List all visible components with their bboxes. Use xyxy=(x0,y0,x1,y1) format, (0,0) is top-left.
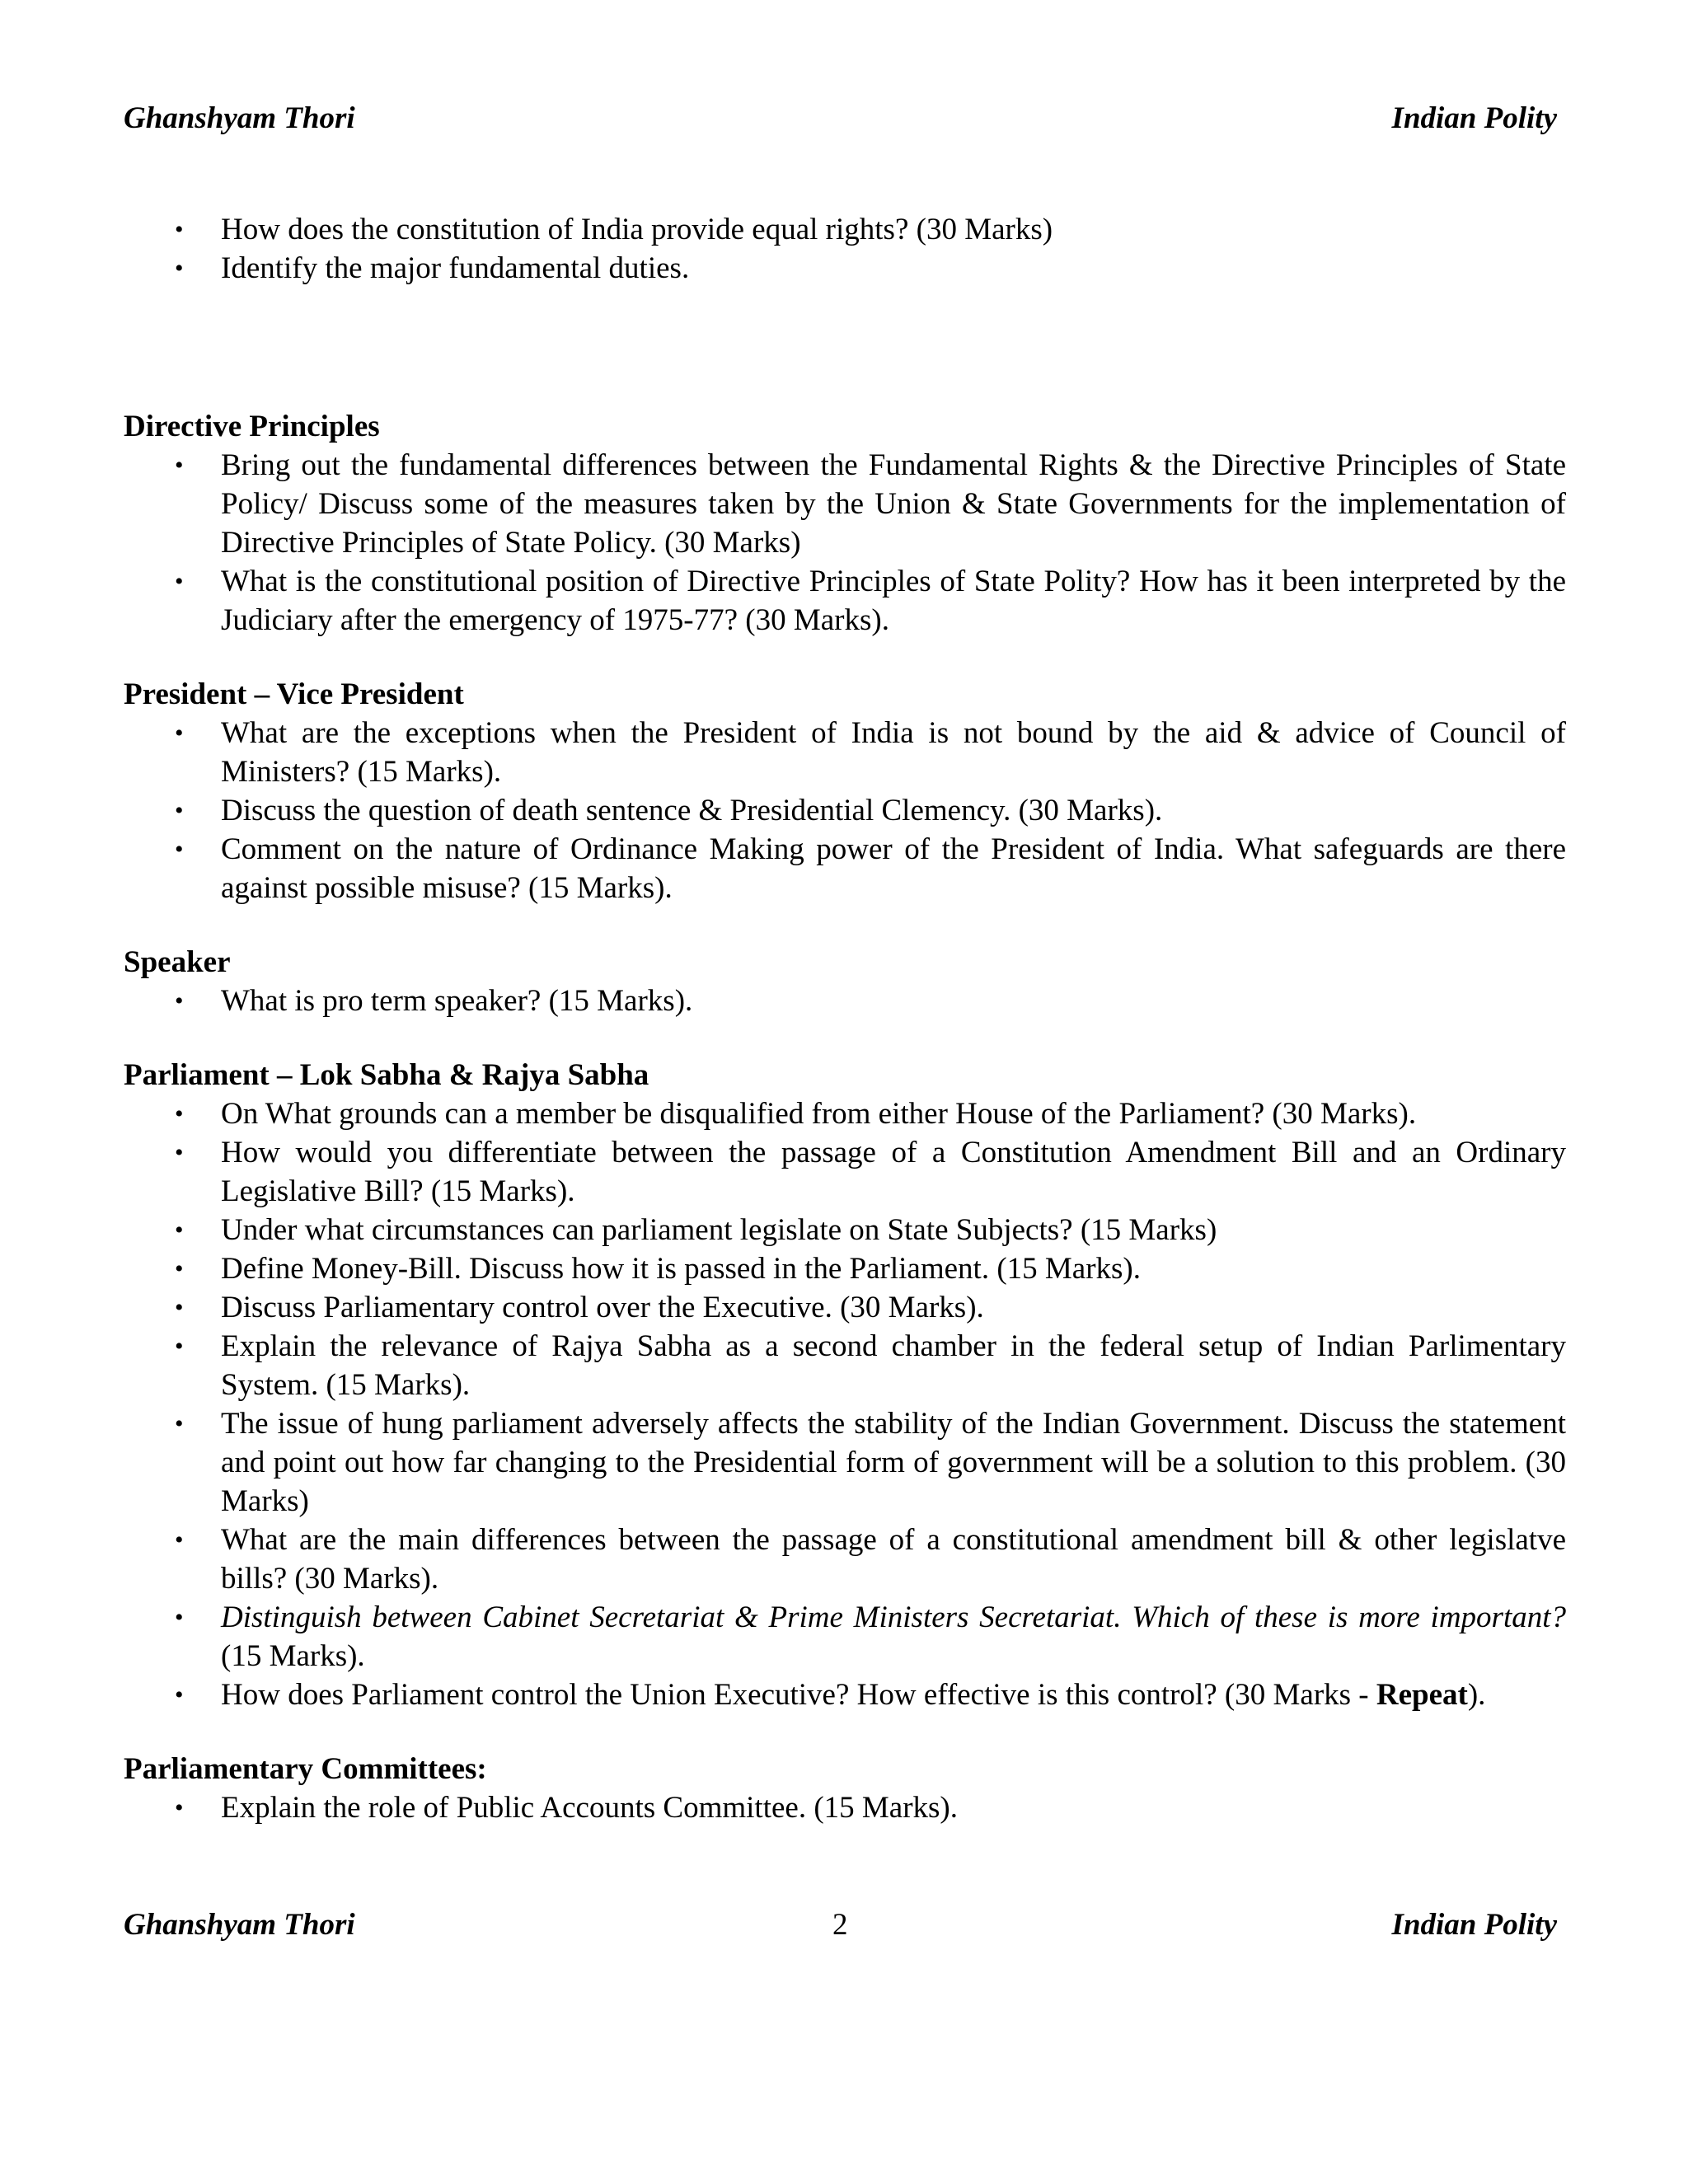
list-item xyxy=(124,446,1566,562)
list-item xyxy=(124,714,1566,791)
list-item xyxy=(124,1788,1566,1827)
list-item xyxy=(124,1211,1566,1249)
bullet-icon: • xyxy=(175,987,184,1015)
footer-author: Ghanshyam Thori xyxy=(124,1908,355,1942)
bullet-icon: • xyxy=(175,1216,184,1244)
question-text: Define Money-Bill. Discuss how it is passed in the Parliament. (15 Marks). xyxy=(221,1252,1141,1286)
question-text: What are the main differences between the passage of a constitutional amendment bill & other legislatve bills? (30 Marks). xyxy=(221,1523,1566,1596)
bullet-icon: • xyxy=(175,568,184,595)
question-text: On What grounds can a member be disqualified from either House of the Parliament? (30 Marks). xyxy=(221,1097,1417,1131)
bullet-icon: • xyxy=(175,797,184,824)
question-text: What is pro term speaker? (15 Marks). xyxy=(221,984,693,1018)
list-item xyxy=(124,1249,1566,1288)
bullet-icon: • xyxy=(175,1255,184,1282)
bullet-icon: • xyxy=(175,1410,184,1437)
question-text: How does Parliament control the Union Executive? How effective is this control? (30 Marks - xyxy=(221,1678,1376,1712)
speaker-question-list xyxy=(124,982,1566,1020)
section-heading-speaker: Speaker xyxy=(124,945,231,979)
question-tail: ). xyxy=(1467,1678,1486,1712)
list-item xyxy=(124,210,1566,249)
bullet-icon: • xyxy=(175,452,184,479)
list-item xyxy=(124,1288,1566,1327)
bullet-icon: • xyxy=(175,1333,184,1360)
bullet-icon: • xyxy=(175,255,184,282)
list-item xyxy=(124,1327,1566,1404)
list-item xyxy=(124,562,1566,640)
question-text-italic: Distinguish between Cabinet Secretariat & Prime Ministers Secretariat. Which of these is more important? xyxy=(221,1601,1566,1634)
question-text: What is the constitutional position of Directive Principles of State Polity? How has it been interpreted by the Judiciary after the emergency of 1975-77? (30 Marks). xyxy=(221,565,1566,637)
list-item xyxy=(124,830,1566,907)
bullet-icon: • xyxy=(175,1794,184,1821)
question-text: How does the constitution of India provide equal rights? (30 Marks) xyxy=(221,213,1053,246)
bullet-icon: • xyxy=(175,1681,184,1708)
question-text: Explain the role of Public Accounts Committee. (15 Marks). xyxy=(221,1791,958,1825)
list-item xyxy=(124,1404,1566,1521)
question-text: Explain the relevance of Rajya Sabha as a second chamber in the federal setup of Indian Parlimentary System. (15 Marks). xyxy=(221,1329,1566,1402)
list-item xyxy=(124,249,1566,288)
bullet-icon: • xyxy=(175,836,184,863)
question-text: Identify the major fundamental duties. xyxy=(221,251,690,285)
question-text: Under what circumstances can parliament legislate on State Subjects? (15 Marks) xyxy=(221,1213,1217,1247)
list-item xyxy=(124,1094,1566,1133)
bullet-icon: • xyxy=(175,1100,184,1127)
list-item xyxy=(124,791,1566,830)
list-item xyxy=(124,1598,1566,1675)
bullet-icon: • xyxy=(175,719,184,747)
bullet-icon: • xyxy=(175,1294,184,1321)
question-text: How would you differentiate between the passage of a Constitution Amendment Bill and an Ordinary Legislative Bill? (15 Marks). xyxy=(221,1136,1566,1208)
intro-question-list xyxy=(124,210,1566,288)
bullet-icon: • xyxy=(175,1604,184,1631)
bullet-icon: • xyxy=(175,216,184,243)
section-heading-president: President – Vice President xyxy=(124,677,464,711)
question-text: Comment on the nature of Ordinance Making power of the President of India. What safeguards are there against possible misuse? (15 Marks). xyxy=(221,832,1566,905)
section-heading-directive-principles: Directive Principles xyxy=(124,410,380,443)
repeat-label: Repeat xyxy=(1376,1678,1468,1712)
list-item xyxy=(124,1133,1566,1211)
footer-subject: Indian Polity xyxy=(1391,1908,1557,1942)
list-item xyxy=(124,1521,1566,1598)
header-subject: Indian Polity xyxy=(1391,101,1557,135)
parliament-question-list xyxy=(124,1094,1566,1714)
president-question-list xyxy=(124,714,1566,907)
section-heading-committees: Parliamentary Committees: xyxy=(124,1752,487,1786)
committees-question-list xyxy=(124,1788,1566,1827)
question-text: Discuss Parliamentary control over the Executive. (30 Marks). xyxy=(221,1291,984,1324)
header-author: Ghanshyam Thori xyxy=(124,101,355,135)
document-body xyxy=(124,210,1566,1827)
list-item xyxy=(124,982,1566,1020)
question-text: Discuss the question of death sentence & Presidential Clemency. (30 Marks). xyxy=(221,794,1163,827)
question-text: What are the exceptions when the President of India is not bound by the aid & advice of Council of Ministers? (15 Marks). xyxy=(221,716,1566,789)
section-heading-parliament: Parliament – Lok Sabha & Rajya Sabha xyxy=(124,1058,649,1092)
bullet-icon: • xyxy=(175,1139,184,1166)
bullet-icon: • xyxy=(175,1526,184,1554)
list-item xyxy=(124,1675,1566,1714)
question-text: Bring out the fundamental differences between the Fundamental Rights & the Directive Principles of State Policy/ Discuss some of the measures taken by the Union & State Governments for the implementation of Directive Principles of State Policy. (30 Marks) xyxy=(221,448,1566,560)
question-marks: (15 Marks). xyxy=(221,1639,365,1673)
page-number: 2 xyxy=(832,1908,848,1942)
question-text: The issue of hung parliament adversely affects the stability of the Indian Government. Discuss the statement and point out how far changing to the Presidential form of government will be a solution to this problem. (30 Marks) xyxy=(221,1407,1566,1518)
directive-question-list xyxy=(124,446,1566,640)
